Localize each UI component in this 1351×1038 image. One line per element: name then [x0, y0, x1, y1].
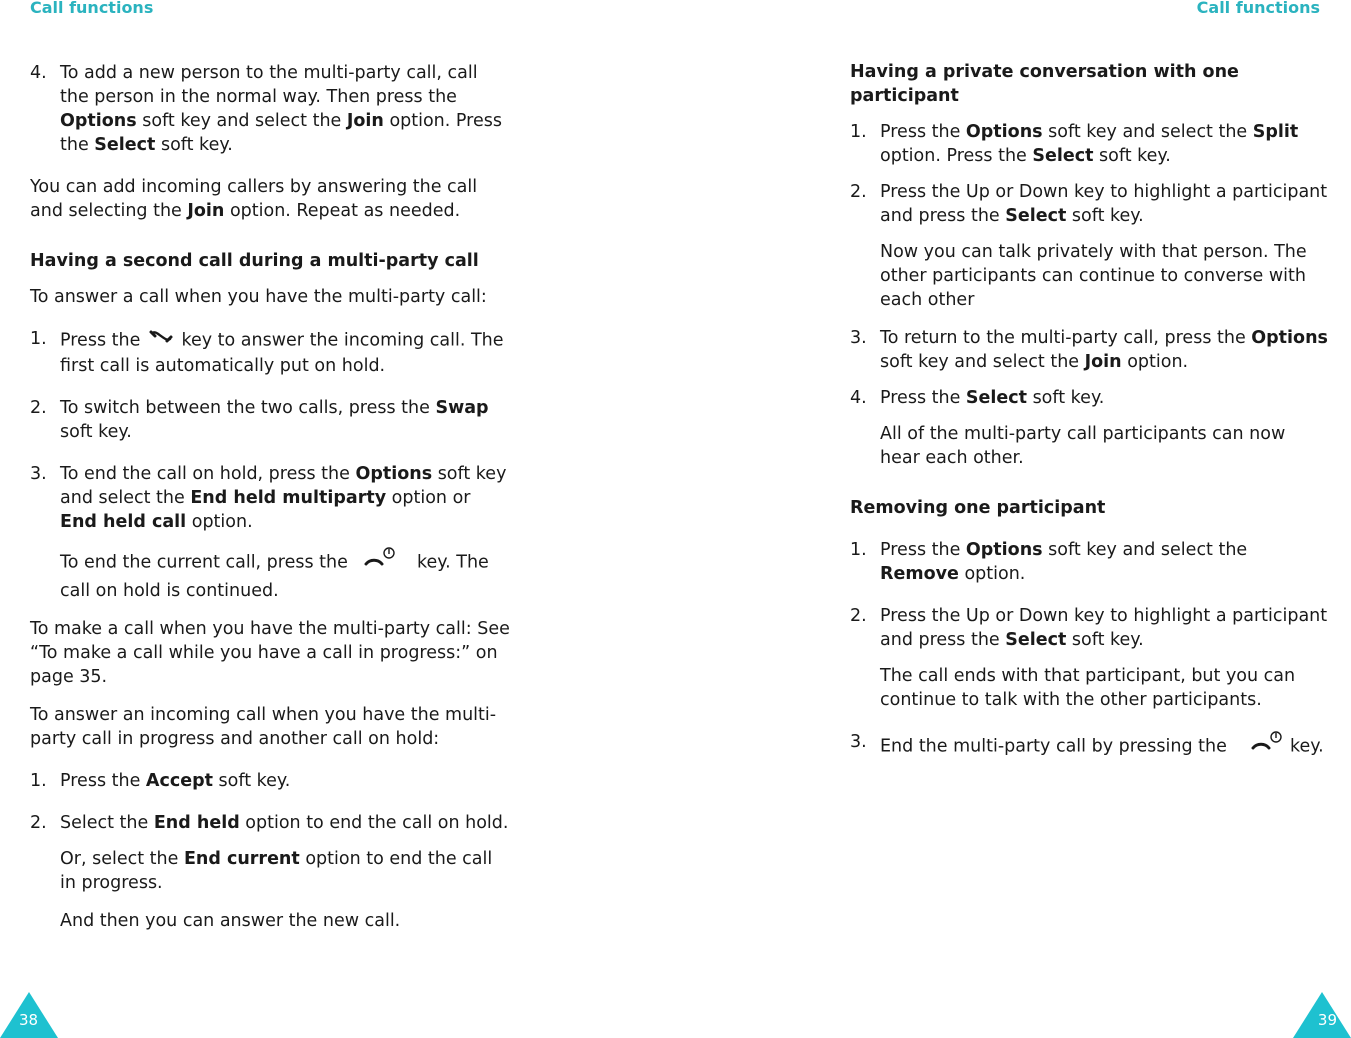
private-step-2-note: Now you can talk privately with that person. The other participants can continue to converse with each other: [880, 242, 1307, 310]
page-number-left: 38: [19, 1011, 39, 1029]
private-step-2: 2. Press the Up or Down key to highlight a participant and press the Select soft key.: [850, 182, 1328, 226]
end-key-icon: [1246, 730, 1284, 763]
running-header-left: Call functions: [30, 0, 154, 17]
remove-step-1: 1. Press the Options soft key and select the Remove option.: [850, 540, 1248, 584]
step-2-end-held: 2. Select the End held option to end the call on hold.: [30, 813, 509, 833]
private-step-3: 3. To return to the multi-party call, press the Options soft key and select the Join option.: [850, 328, 1328, 372]
page-38: [0, 0, 675, 1038]
step-1-answer: 1. Press the key to answer the incoming call. The first call is automatically put on hold.: [30, 329, 504, 376]
step-3-end-hold: 3. To end the call on hold, press the Options soft key and select the End held multiparty option or End held call option.: [30, 464, 507, 532]
page-number-right: 39: [1317, 1011, 1337, 1029]
end-key-icon: [359, 546, 397, 579]
step-4-add-person: 4. To add a new person to the multi-party call, call the person in the normal way. Then press the Options soft key and select the Join option. Press the Select soft key.: [30, 63, 502, 155]
remove-step-3: 3. End the multi-party call by pressing the key.: [850, 730, 1330, 763]
step-2-swap: 2. To switch between the two calls, press the Swap soft key.: [30, 398, 489, 442]
running-header-right: Call functions: [1196, 0, 1320, 17]
para-answer-multiparty: To answer a call when you have the multi-party call:: [30, 287, 487, 307]
remove-step-2: 2. Press the Up or Down key to highlight a participant and press the Select soft key.: [850, 606, 1328, 650]
para-answer-incoming: To answer an incoming call when you have the multi-party call in progress and another call on hold:: [30, 705, 497, 749]
remove-step-2-note: The call ends with that participant, but you can continue to talk with the other participants.: [880, 666, 1296, 710]
heading-remove-participant: Removing one participant: [850, 498, 1106, 518]
private-step-4: 4. Press the Select soft key.: [850, 388, 1105, 408]
heading-private-conversation: Having a private conversation with one participant: [850, 62, 1239, 106]
step-3-note: To end the current call, press the key. The call on hold is continued.: [30, 546, 510, 603]
right-content: [850, 60, 1330, 781]
para-add-incoming: You can add incoming callers by answering the call and selecting the Join option. Repeat as needed.: [30, 177, 478, 221]
private-step-4-note: All of the multi-party call participants can now hear each other.: [880, 424, 1286, 468]
para-make-call: To make a call when you have the multi-party call: See “To make a call while you have a call in progress:” on page 35.: [30, 619, 510, 687]
send-key-icon: [146, 327, 176, 354]
step-2-note-end-current: Or, select the End current option to end the call in progress.: [60, 849, 493, 893]
step-2-note-answer-new: And then you can answer the new call.: [60, 911, 401, 931]
step-1-accept: 1. Press the Accept soft key.: [30, 771, 291, 791]
heading-second-call: Having a second call during a multi-party call: [30, 251, 479, 271]
private-step-1: 1. Press the Options soft key and select the Split option. Press the Select soft key.: [850, 122, 1299, 166]
page-39: [676, 0, 1351, 1038]
left-content: [30, 61, 510, 947]
